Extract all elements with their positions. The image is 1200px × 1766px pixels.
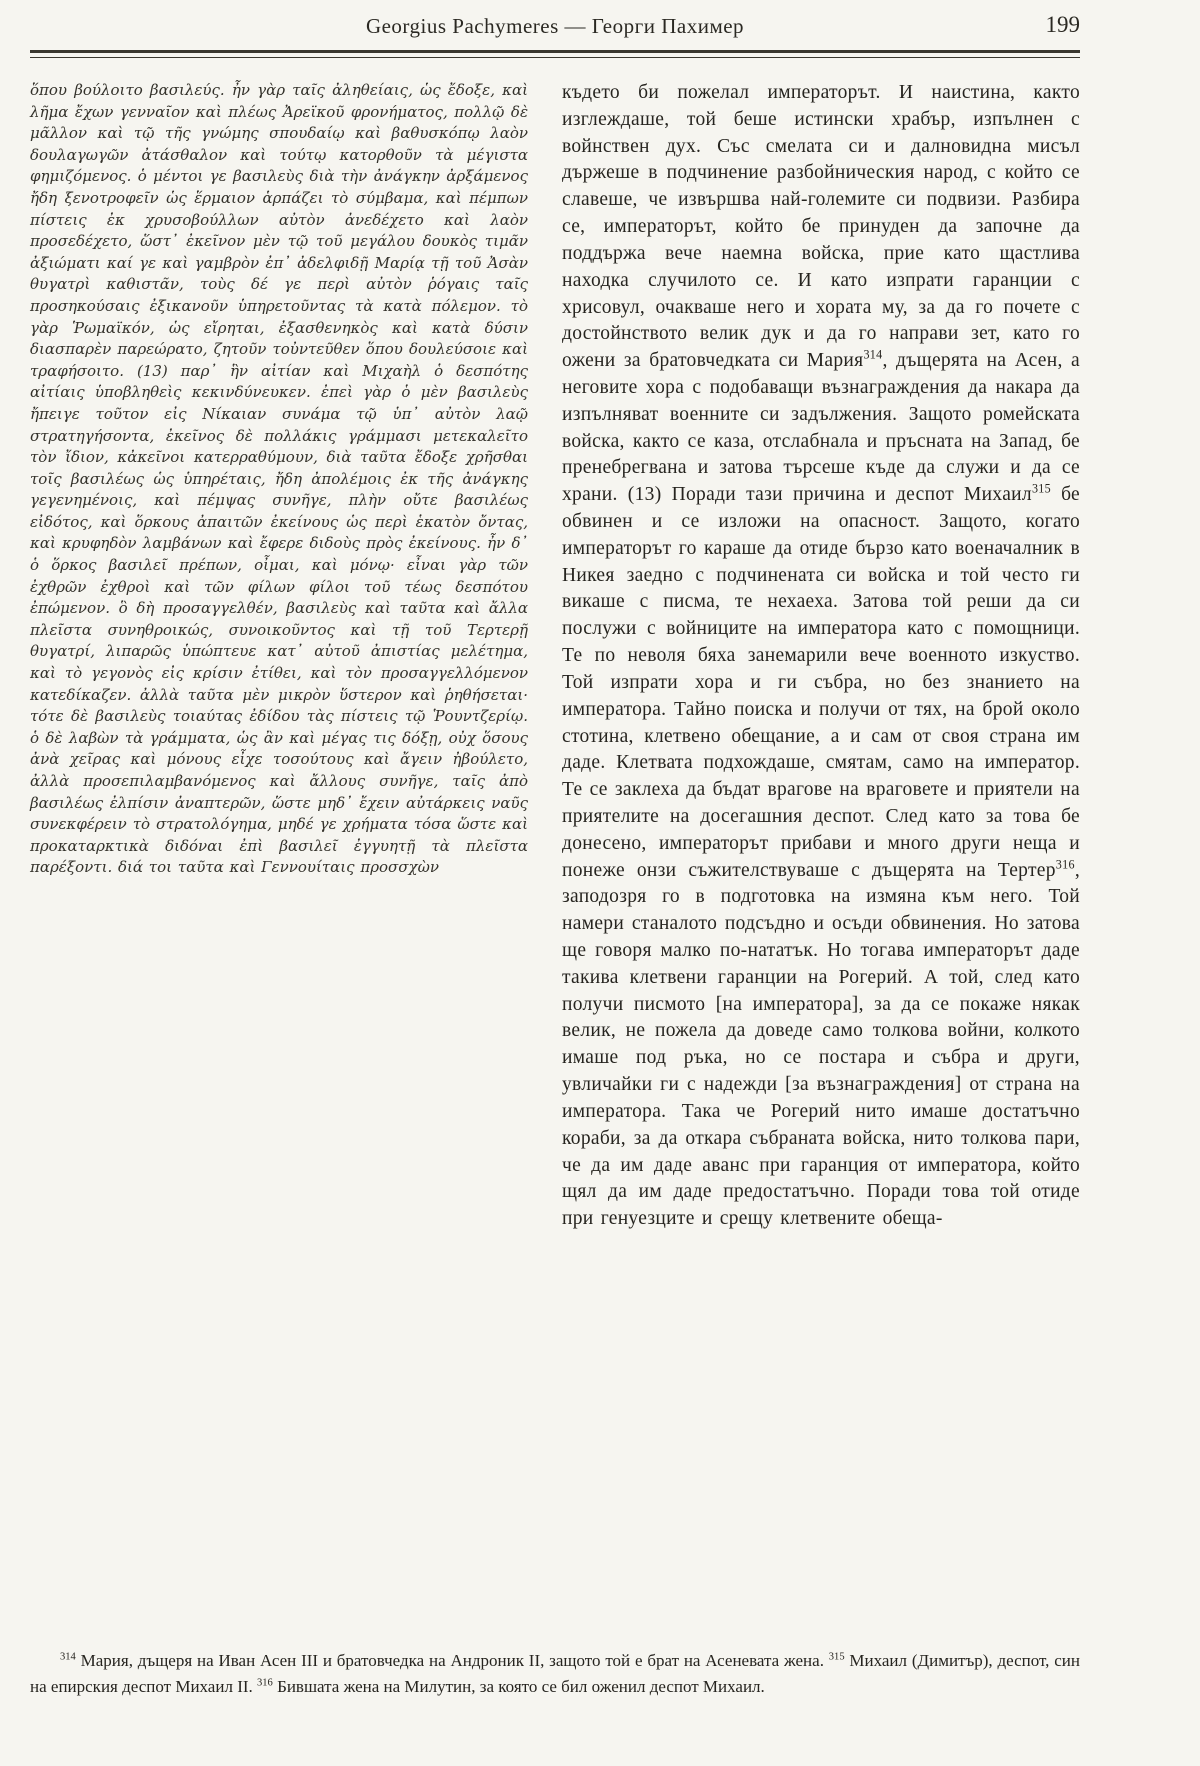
footnotes-block: $^{314}$ Мария, дъщеря на Иван Асен III и братовчедка на Андроник II, защото той е брат на Асеневата жена. $^{315}$ Михаил (Димитър), деспот, син на епирския деспот Михаил II. $^{316}$ Бившата жена на Милутин, за която се бил оженил деспот Михаил. <box>30 1651 1080 1696</box>
page-number: 199 <box>1045 12 1080 37</box>
header-rule <box>30 50 1080 58</box>
running-title: Georgius Pachymeres — Георги Пахимер <box>365 14 745 38</box>
page-header <box>30 10 1080 46</box>
bulgarian-translation-column: където би пожелал императорът. И наистина, както изглеждаше, той беше истински храбър, изпълнен с войнствен дух. Със смелата си и далновидна мисъл държеше в подчинение разбойническия народ, с който се славеше, че извършва най-големите си подвизи. Разбира се, императорът, който бе принуден да започне да поддържа вече наемна войска, прие като щастлива находка случилото се. И като изпрати гаранции с хрисовул, очакваше него и хората му, за да го почете с достойнството велик дук и да го направи зет, като го ожени за братовчедката си Мария$^{314}$, дъщерята на Асен, а неговите хора с подобаващи възнаграждения да накара да изпълняват военните си задължения. Защото ромейската войска, както се каза, отслабнала и пръсната на Запад, бе пренебрегвана и затова търсеше къде да служи и да се храни. (13) Поради тази причина и деспот Михаил$^{315}$ бе обвинен и се изложи на опасност. Защото, когато императорът го караше да отиде бързо като военачалник в Никея заедно с подчинената си войска и той често ги викаше с писма, те нехаеха. Затова той реши да си послужи с войниците на императора като с помощници. Те по неволя бяха занемарили вече военното изкуство. Той изпрати хора и ги събра, но без знанието на императора. Тайно поиска и получи от тях, на брой около стотина, клетвено обещание, а и сам от своя страна им даде. Клетвата подхождаше, смятам, само на император. Те се заклеха да бъдат врагове на враговете и приятели на приятелите на досегашния деспот. След като за това бе донесено, императорът прибави и много други неща и понеже онзи съжителствуваше с дъщерята на Тертер$^{316}$, заподозря го в подготовка на измяна към него. Той намери станалото подсъдно и осъди обвинения. Но затова ще говоря малко по-нататък. Но тогава императорът даде такива клетвени гаранции на Рогерий. А той, след като получи писмото [на императора], за да се покаже някак велик, не пожела да доведе само толкова войни, колкото имаше под ръка, но се постара и събра и други, увличайки ги с надежди [за възнаграждения] от страна на императора. Така че Рогерий нито имаше достатъчно кораби, за да откара събраната войска, нито толкова пари, че да им даде аванс при гаранция от императора, който щял да им даде предостатъчно. Поради това той отиде при генуезците и срещу клетвените обеща- <box>562 82 1081 1230</box>
book-page <box>30 10 1080 1233</box>
greek-source-column: ὅπου βούλοιτο βασιλεύς. ἦν γὰρ ταῖς ἀληθείαις, ὡς ἔδοξε, καὶ λῆμα ἔχων γενναῖον καὶ πλέως Ἀρεϊκοῦ φρονήματος, πολλῷ δὲ μᾶλλον καὶ τῷ τῆς γνώμης σπουδαίῳ καὶ βαθυσκόπῳ λαὸν δουλαγωγῶν ἀτάσθαλον καὶ τούτῳ κατορθοῦν τὰ μέγιστα φημιζόμενος. ὁ μέντοι γε βασιλεὺς διὰ τὴν ἀνάγκην ἀρξάμενος ἤδη ξενοτροφεῖν ὡς ἕρμαιον ἁρπάζει τὸ σύμβαμα, καὶ πέμπων πίστεις ἐκ χρυσοβούλλων αὐτὸν ἀνεδέχετο καὶ λαὸν προσεδέχετο, ὥστ᾽ ἐκεῖνον μὲν τῷ τοῦ μεγάλου δουκὸς τιμᾶν ἀξιώματι καί γε καὶ γαμβρὸν ἐπ᾽ ἀδελφιδῇ Μαρίᾳ τῇ τοῦ Ἀσὰν θυγατρὶ καθιστᾶν, τοὺς δέ γε περὶ αὐτὸν ῥόγαις ταῖς προσηκούσαις ἐξικανοῦν ὑπηρετοῦντας τὰ κατὰ πόλεμον. τὸ γὰρ Ῥωμαϊκόν, ὡς εἴρηται, ἐξασθενηκὸς καὶ κατὰ δύσιν διασπαρὲν παρεώρατο, ζητοῦν τοὐντεῦθεν ὅπου δουλεύσοιε καὶ τραφήσοιτο. (13) παρ᾽ ἣν αἰτίαν καὶ Μιχαὴλ ὁ δεσπότης αἰτίαις ὑποβληθεὶς κεκινδύνευκεν. ἐπεὶ γὰρ ὁ μὲν βασιλεὺς ἤπειγε τοῦτον εἰς Νίκαιαν συνάμα τῷ ὑπ᾽ αὐτὸν λαῷ στρατηγήσοντα, ἐκεῖνος δὲ πολλάκις γράμμασι μετεκαλεῖτο τὸν ἴδιον, κἀκεῖνοι κατερραθύμουν, διὰ ταῦτα ἔδοξε χρῆσθαι τοῖς βασιλέως ὡς ὑπηρέταις, ἤδη ἀπολέμοις ἐκ τῆς ἀνάγκης γεγενημένοις, καὶ πέμψας συνῆγε, πλὴν οὔτε βασιλέως εἰδότος, καὶ ὅρκους ἀπαιτῶν ἐκείνους ὡς περὶ ἑκατὸν ὄντας, καὶ κρυφηδὸν λαμβάνων καὶ ἔφερε διδοὺς πρὸς ἐκείνους. ἦν δ᾽ ὁ ὅρκος βασιλεῖ πρέπων, οἶμαι, καὶ μόνῳ· εἶναι γὰρ τῶν ἐχθρῶν ἐχθροὶ καὶ τῶν φίλων φίλοι τοῦ τέως δεσπότου ἐπώμενον. ὃ δὴ προσαγγελθέν, βασιλεὺς καὶ ταῦτα καὶ ἄλλα πλεῖστα συνηθροικώς, συνοικοῦντος καὶ τῇ τοῦ Τερτερῇ θυγατρί, λιπαρῶς ὑπώπτευε κατ᾽ αὐτοῦ ἀπιστίας μελέτημα, καὶ τὸ γεγονὸς εἰς κρίσιν ἐτίθει, καὶ τὸν προσαγγελλόμενον κατεδίκαζεν. ἀλλὰ ταῦτα μὲν μικρὸν ὕστερον καὶ ῥηθήσεται· τότε δὲ βασιλεὺς τοιαύτας ἐδίδου τὰς πίστεις τῷ Ῥουντζερίῳ. ὁ δὲ λαβὼν τὰ γράμματα, ὡς ἂν καὶ μέγας τις δόξῃ, οὐχ ὅσους ἀνὰ χεῖρας καὶ μόνους εἶχε τοσούτους καὶ ἄγειν ἠβούλετο, ἀλλὰ προσεπιλαμβανόμενος καὶ ἄλλους συνῆγε, ταῖς ἀπὸ βασιλέως ἐλπίσιν ἀναπτερῶν, ὥστε μηδ᾽ ἔχειν αὐτάρκεις ναῦς συνεκφέρειν τὸ στρατολόγημα, μηδέ γε χρήματα τόσα ὥστε καὶ προκαταρκτικὰ διδόναι ἐπὶ βασιλεῖ ἐγγυητῇ τὰ πλεῖστα παρέξοντι. διά τοι ταῦτα καὶ Γεννουίταις προσσχὼν <box>30 81 528 877</box>
text-columns <box>30 80 1080 1233</box>
